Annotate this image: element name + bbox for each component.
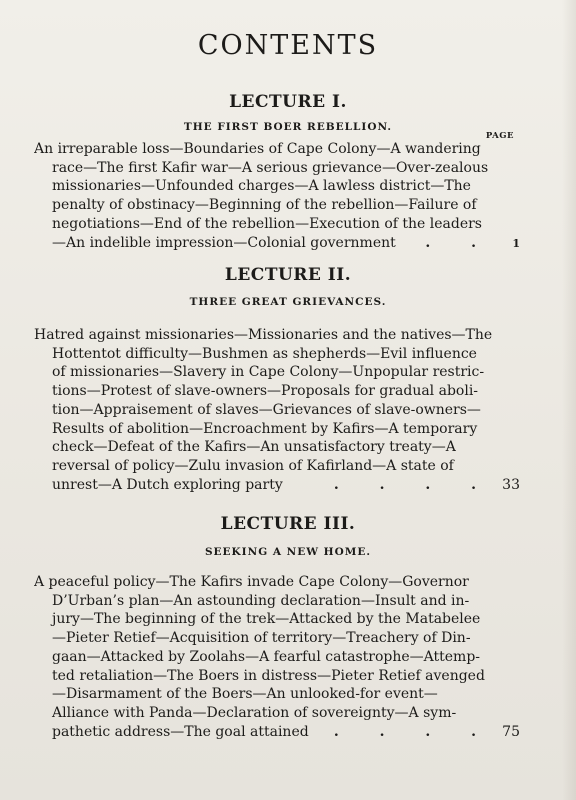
summary-last-line: [34, 476, 520, 495]
summary-line: Hatred against missionaries—Missionaries and the natives—The: [34, 327, 493, 343]
summary-line: Alliance with Panda—Declaration of sovereignty—A sym-: [52, 704, 457, 721]
lecture-3-subtitle: SEEKING A NEW HOME.: [204, 546, 372, 558]
summary-line: race—The first Kafir war—A serious grievance—Over-zealous: [52, 159, 489, 176]
lecture-2-subtitle: THREE GREAT GRIEVANCES.: [189, 296, 387, 308]
summary-line: tion—Appraisement of slaves—Grievances of slave-owners—: [52, 401, 481, 418]
lecture-2-heading: LECTURE II.: [224, 265, 352, 285]
lecture-2-summary: [34, 326, 520, 494]
page-number: 75: [502, 723, 520, 740]
lecture-1-heading: LECTURE I.: [229, 92, 347, 112]
summary-line: jury—The beginning of the trek—Attacked by the Matabelee: [52, 611, 481, 628]
summary-line: —Pieter Retief—Acquisition of territory—Treachery of Din-: [52, 630, 471, 647]
lecture-3-heading: LECTURE III.: [220, 514, 356, 534]
page-number: 33: [502, 476, 520, 493]
summary-line: negotiations—End of the rebellion—Execution of the leaders: [52, 215, 482, 232]
page-edge-shadow: [562, 0, 576, 800]
summary-line: Results of abolition—Encroachment by Kafirs—A temporary: [52, 420, 478, 437]
summary-line: of missionaries—Slavery in Cape Colony—Unpopular restric-: [52, 364, 485, 381]
lecture-1-subtitle: THE FIRST BOER REBELLION.: [183, 121, 393, 133]
summary-line: check—Defeat of the Kafirs—An unsatisfactory treaty—A: [52, 439, 456, 456]
lecture-1-summary: [34, 140, 520, 253]
summary-line: penalty of obstinacy—Beginning of the rebellion—Failure of: [52, 197, 477, 214]
dot-leaders: . . . .: [333, 723, 494, 740]
dot-leaders: . .: [425, 234, 494, 251]
lecture-3-summary: [34, 573, 520, 741]
summary-line: A peaceful policy—The Kafirs invade Cape Colony—Governor: [34, 574, 469, 590]
dot-leaders: . . . .: [333, 476, 494, 493]
summary-line: tions—Protest of slave-owners—Proposals for gradual aboli-: [52, 383, 479, 400]
summary-line: missionaries—Unfounded charges—A lawless district—The: [52, 178, 471, 195]
summary-line: D’Urban’s plan—An astounding declaration—Insult and in-: [52, 592, 470, 609]
summary-line: —Disarmament of the Boers—An unlooked-for event—: [52, 686, 438, 703]
summary-last-line: [34, 723, 520, 742]
page-number: 1: [512, 236, 520, 250]
page-column-label: PAGE: [485, 131, 514, 141]
summary-last-line: [34, 234, 520, 254]
summary-line: reversal of policy—Zulu invasion of Kafirland—A state of: [52, 457, 454, 474]
summary-line: An irreparable loss—Boundaries of Cape Colony—A wandering: [34, 141, 481, 157]
summary-line: gaan—Attacked by Zoolahs—A fearful catastrophe—Attemp-: [52, 648, 481, 665]
page-title: CONTENTS: [197, 30, 379, 61]
summary-line: ted retaliation—The Boers in distress—Pieter Retief avenged: [52, 667, 485, 684]
summary-line: pathetic address—The goal attained: [52, 723, 309, 740]
summary-line: unrest—A Dutch exploring party: [52, 476, 283, 493]
summary-line: Hottentot difficulty—Bushmen as shepherds—Evil influence: [52, 345, 477, 362]
summary-line: —An indelible impression—Colonial government: [52, 234, 396, 251]
